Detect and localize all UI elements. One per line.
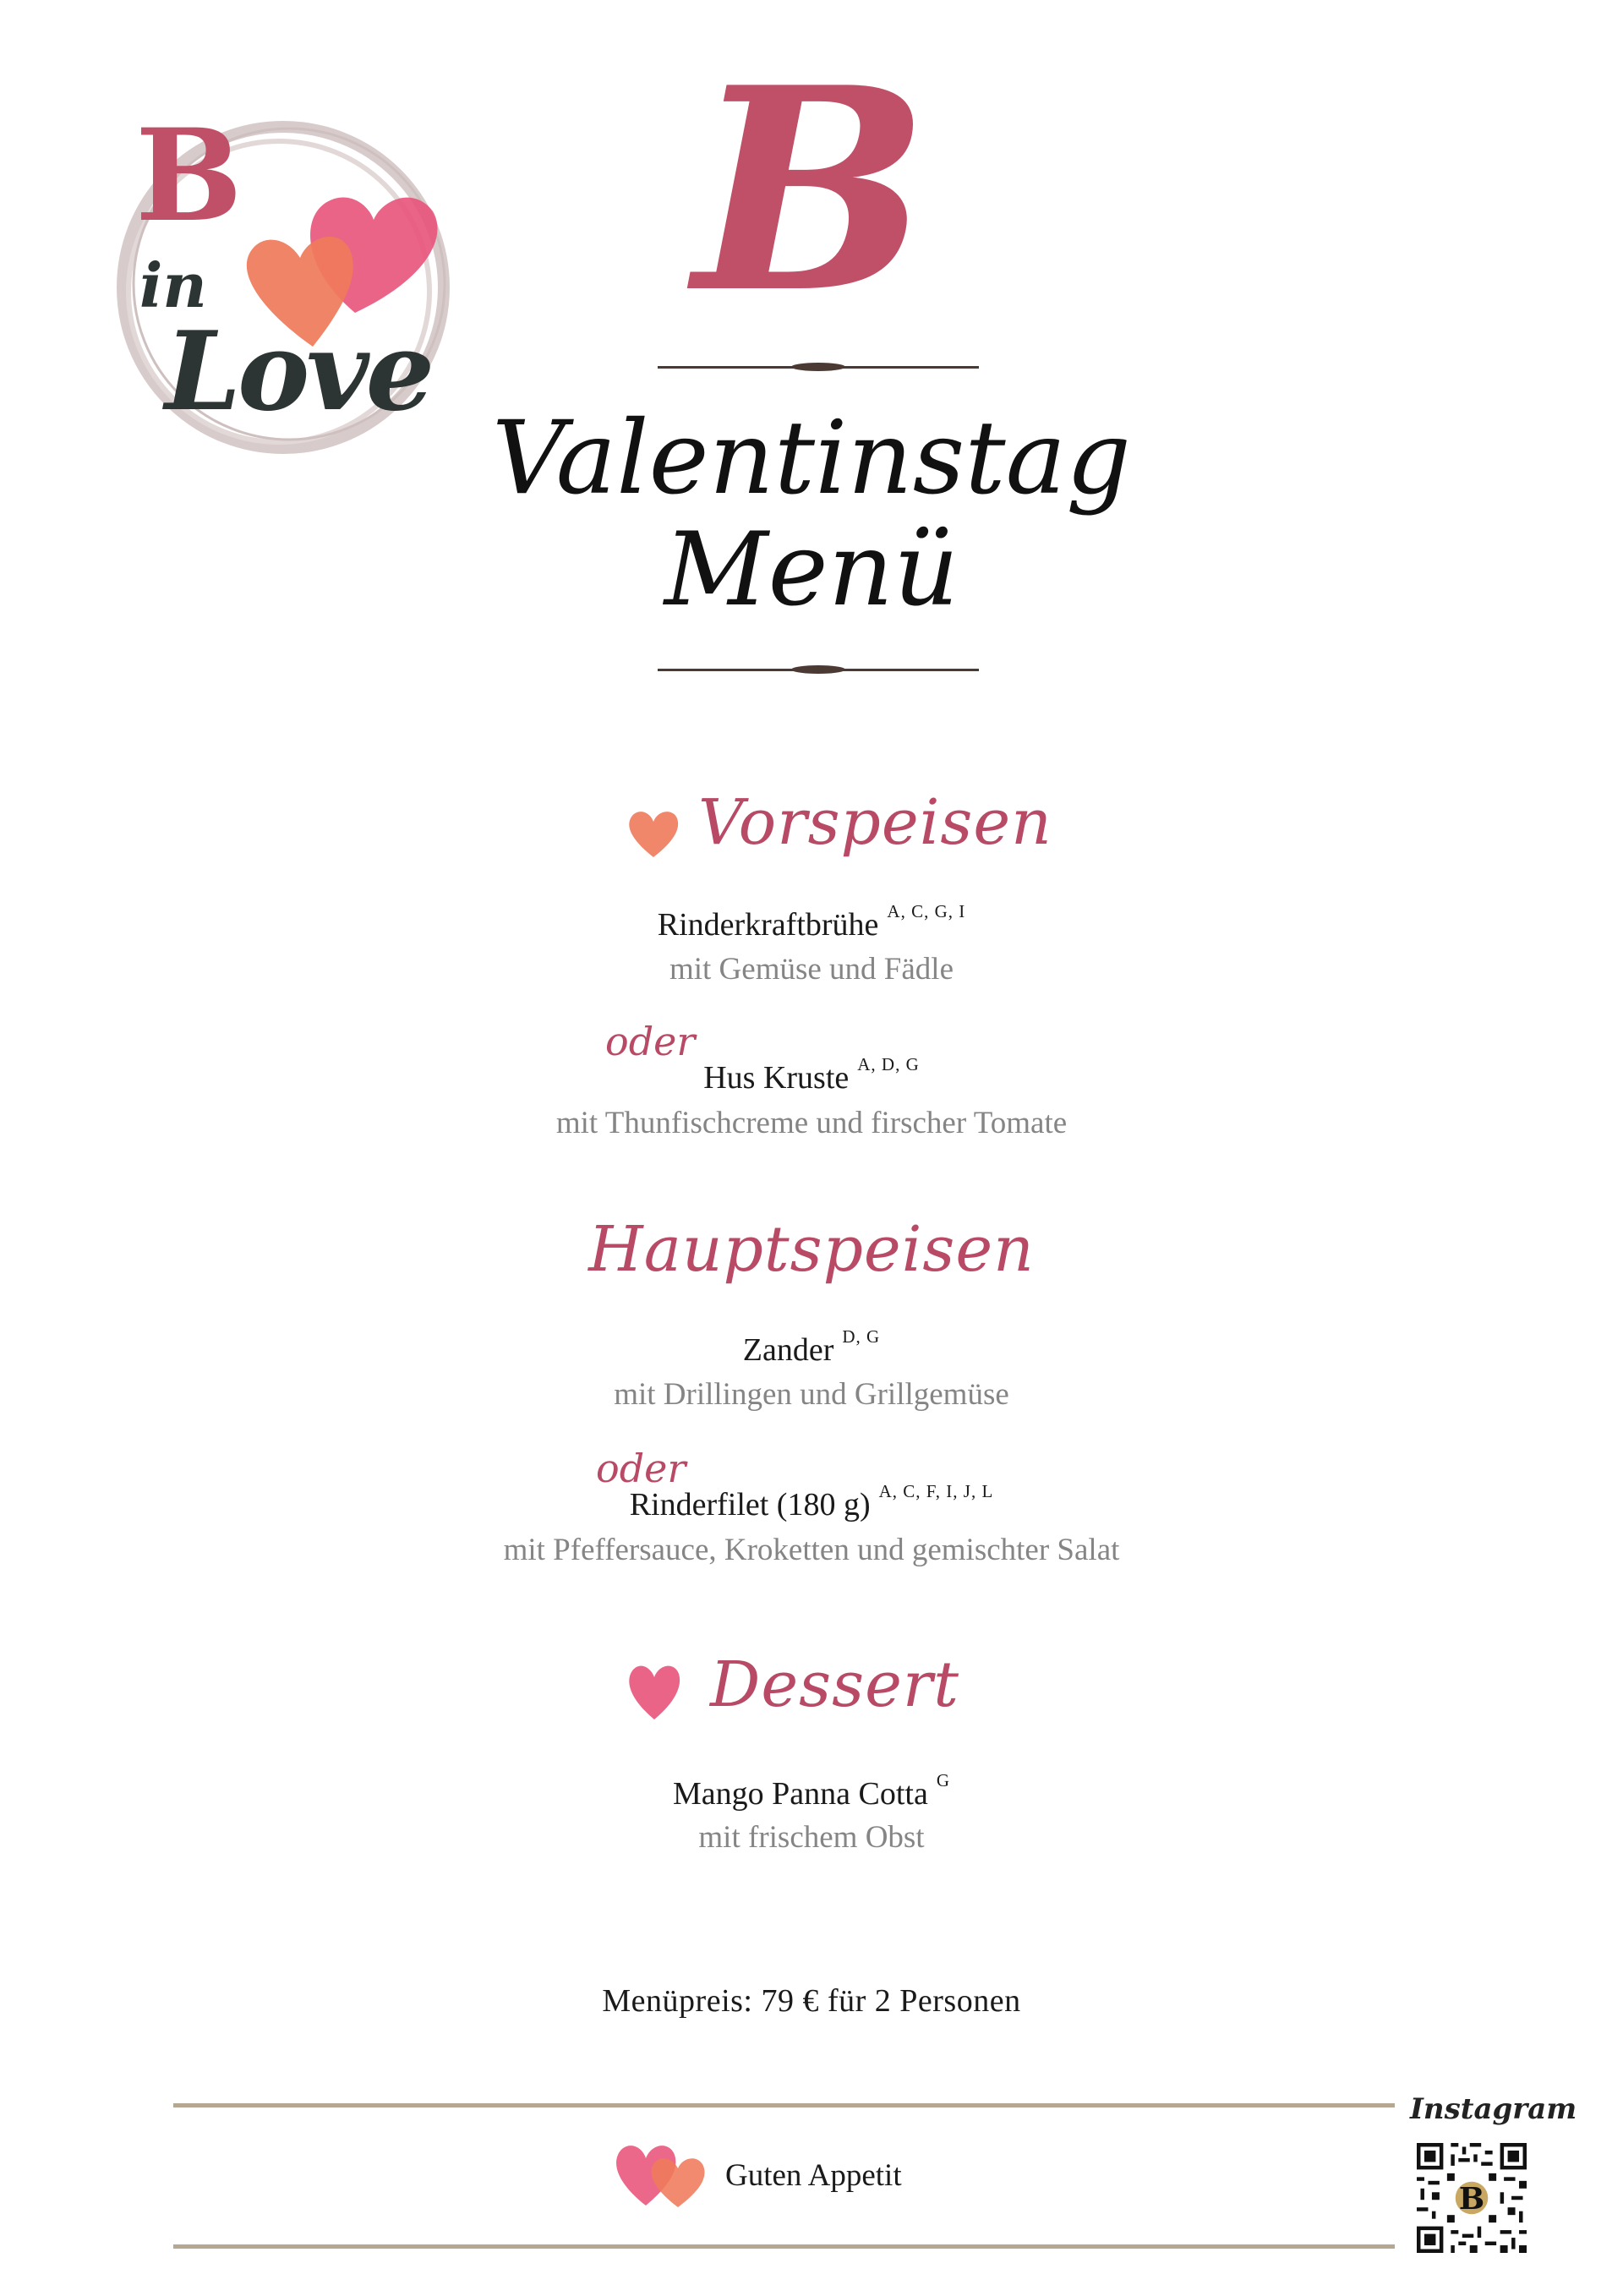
- dish-name: Rinderfilet (180 g): [629, 1487, 871, 1522]
- allergen-codes: D, G: [842, 1326, 881, 1347]
- dish-description: mit Thunfischcreme und firscher Tomate: [555, 1106, 1068, 1140]
- footer-rule-top: [173, 2103, 1395, 2107]
- dish-mango-panna-cotta: [0, 1770, 1623, 1812]
- heart-icon: [624, 803, 683, 862]
- menu-price: Menüpreis: 79 € für 2 Personen: [602, 1983, 1021, 2019]
- title-rule-bottom: [658, 664, 979, 676]
- allergen-codes: G: [936, 1770, 951, 1790]
- dish-rinderkraftbruehe: [0, 901, 1623, 943]
- or-label: oder: [596, 1446, 686, 1491]
- dish-rinderfilet: [0, 1481, 1623, 1523]
- section-title-dessert: Dessert: [710, 1648, 959, 1721]
- section-vorspeisen: [0, 778, 1623, 1167]
- dish-zander: [0, 1326, 1623, 1369]
- dish-name: Zander: [742, 1332, 834, 1368]
- dish-description: mit Drillingen und Grillgemüse: [614, 1377, 1009, 1412]
- dish-description: mit frischem Obst: [698, 1820, 925, 1855]
- brand-monogram: B: [693, 26, 930, 354]
- allergen-codes: A, C, G, I: [887, 901, 966, 921]
- allergen-codes: A, C, F, I, J, L: [878, 1481, 994, 1501]
- section-hauptspeisen: [0, 1200, 1623, 1598]
- badge-letter: B: [135, 101, 243, 250]
- section-title-hauptspeisen: Hauptspeisen: [588, 1213, 1035, 1286]
- dish-description: mit Gemüse und Fädle: [669, 952, 954, 987]
- heart-icon: [624, 1657, 685, 1725]
- section-dessert: [0, 1632, 1623, 1885]
- qr-letter: B: [1458, 2181, 1485, 2217]
- instagram-label: Instagram: [1410, 2092, 1577, 2126]
- qr-code-icon[interactable]: [1417, 2143, 1527, 2253]
- title-rule-top: [658, 362, 979, 374]
- badge-in: in: [139, 249, 207, 321]
- footer-rule-bottom: [173, 2244, 1395, 2249]
- allergen-codes: A, D, G: [857, 1054, 920, 1074]
- closing-text: Guten Appetit: [725, 2158, 902, 2193]
- dish-name: Hus Kruste: [703, 1060, 850, 1096]
- dish-name: Rinderkraftbrühe: [657, 907, 879, 943]
- title-line-2: Menü: [664, 511, 959, 629]
- heart-icon: [610, 2135, 719, 2211]
- dish-description: mit Pfeffersauce, Kroketten und gemischter Salat: [503, 1533, 1120, 1567]
- or-label: oder: [605, 1019, 696, 1064]
- dish-hus-kruste: [0, 1054, 1623, 1096]
- badge-love: Love: [165, 309, 432, 435]
- dish-name: Mango Panna Cotta: [672, 1776, 928, 1812]
- title-line-1: Valentinstag: [492, 400, 1131, 517]
- section-title-vorspeisen: Vorspeisen: [698, 786, 1052, 859]
